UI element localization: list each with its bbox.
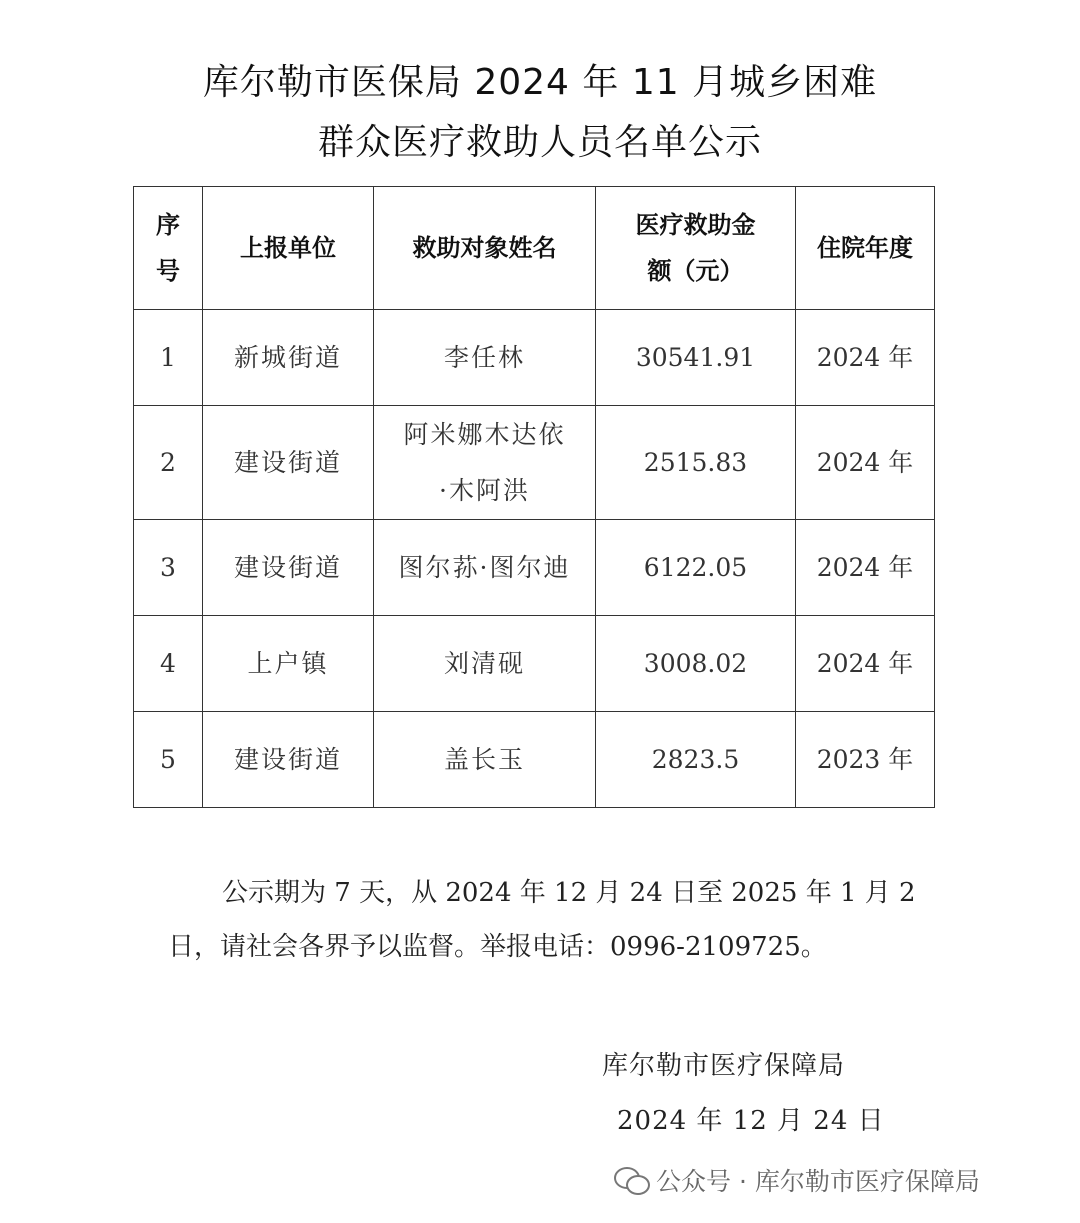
page-title-line2: 群众医疗救助人员名单公示 <box>317 122 762 163</box>
table-row <box>134 406 935 520</box>
header-amount-line2: 额（元） <box>647 257 744 285</box>
table-row <box>134 310 935 406</box>
cell-name-line2: ·木阿洪 <box>439 475 530 505</box>
cell-year: 2024 年 <box>796 406 935 520</box>
cell-amount: 6122.05 <box>596 520 796 616</box>
table-row <box>134 520 935 616</box>
watermark-text: 公众号 · 库尔勒市医疗保障局 <box>656 1167 980 1196</box>
table-row <box>134 712 935 808</box>
cell-year: 2024 年 <box>796 520 935 616</box>
cell-year: 2023 年 <box>796 712 935 808</box>
header-unit: 上报单位 <box>203 187 374 310</box>
cell-name <box>374 406 596 520</box>
cell-seq: 4 <box>134 616 203 712</box>
header-year: 住院年度 <box>796 187 935 310</box>
cell-amount: 30541.91 <box>596 310 796 406</box>
table-row <box>134 616 935 712</box>
cell-year: 2024 年 <box>796 310 935 406</box>
cell-unit: 新城街道 <box>203 310 374 406</box>
table-header-row <box>134 187 935 310</box>
cell-seq: 2 <box>134 406 203 520</box>
cell-seq: 3 <box>134 520 203 616</box>
cell-amount: 2823.5 <box>596 712 796 808</box>
header-seq-line1: 序 <box>156 211 180 239</box>
assistance-table <box>133 186 935 808</box>
watermark <box>614 1162 980 1198</box>
cell-unit: 上户镇 <box>203 616 374 712</box>
header-seq-line2: 号 <box>156 257 180 285</box>
wechat-icon <box>614 1167 648 1193</box>
cell-amount: 3008.02 <box>596 616 796 712</box>
cell-seq: 5 <box>134 712 203 808</box>
cell-year: 2024 年 <box>796 616 935 712</box>
cell-name: 李任林 <box>374 310 596 406</box>
cell-unit: 建设街道 <box>203 712 374 808</box>
cell-name-line1: 阿米娜木达依 <box>403 419 566 449</box>
header-name: 救助对象姓名 <box>374 187 596 310</box>
notice-line2: 日，请社会各界予以监督。举报电话：0996-2109725。 <box>168 932 827 962</box>
page-title-line1: 库尔勒市医保局 2024 年 11 月城乡困难 <box>202 62 878 103</box>
cell-name: 图尔荪·图尔迪 <box>374 520 596 616</box>
header-seq <box>134 187 203 310</box>
signature-org: 库尔勒市医疗保障局 <box>602 1051 846 1081</box>
cell-name: 刘清砚 <box>374 616 596 712</box>
header-amount <box>596 187 796 310</box>
notice-line1: 公示期为 7 天，从 2024 年 12 月 24 日至 2025 年 1 月 2 <box>222 878 916 908</box>
header-amount-line1: 医疗救助金 <box>635 211 756 239</box>
cell-name: 盖长玉 <box>374 712 596 808</box>
cell-seq: 1 <box>134 310 203 406</box>
cell-amount: 2515.83 <box>596 406 796 520</box>
cell-unit: 建设街道 <box>203 520 374 616</box>
cell-unit: 建设街道 <box>203 406 374 520</box>
signature-date: 2024 年 12 月 24 日 <box>617 1106 885 1136</box>
